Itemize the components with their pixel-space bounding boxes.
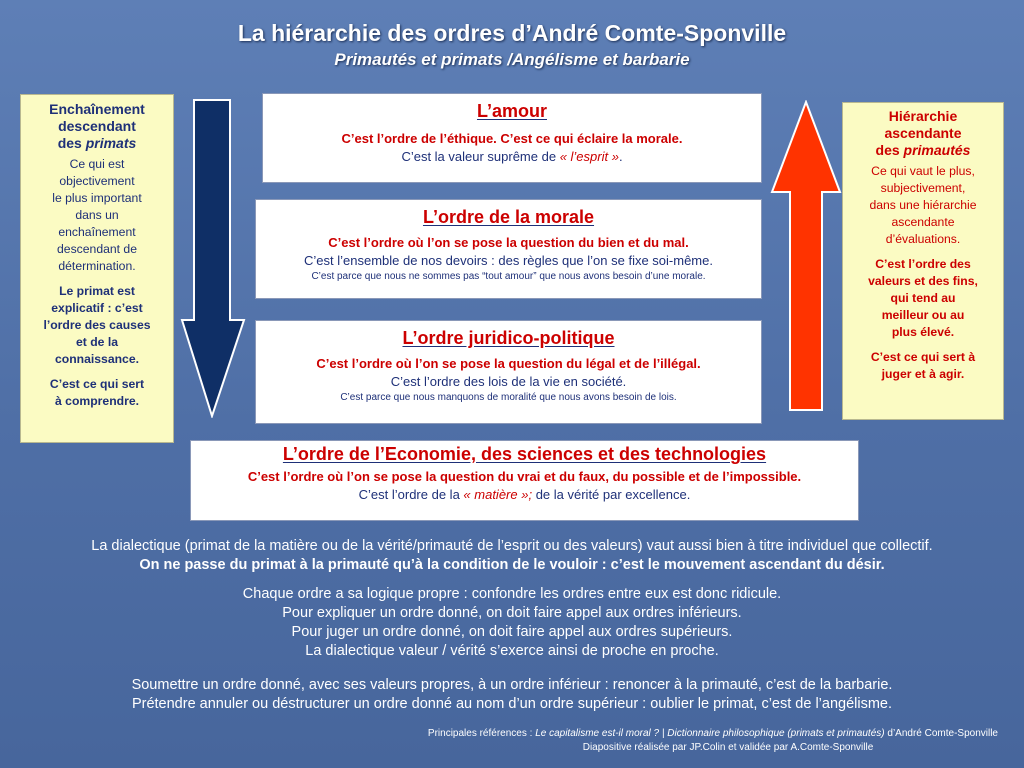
order-normal-text: C’est l’ordre des lois de la vie en société. — [390, 374, 627, 389]
order-heading: L’amour — [476, 101, 547, 121]
right-panel-heading: Hiérarchie ascendante des primautés — [875, 108, 971, 158]
order-small-text: C’est parce que nous manquons de moralité que nous avons besoin de lois. — [340, 392, 677, 403]
order-normal-text: C’est l’ensemble de nos devoirs : des règles que l’on se fixe soi-même. — [304, 253, 713, 268]
order-box-morale — [255, 199, 762, 299]
dialectic-paragraph: La dialectique (primat de la matière ou de la vérité/primauté de l’esprit ou des valeurs) vaut aussi bien à titre individuel que collectif. On ne passe du primat à la primauté qu’à la condition de le vouloir : c’est le mouvement ascendant du désir. — [91, 538, 933, 573]
page-subtitle: Primautés et primats /Angélisme et barbarie — [334, 50, 690, 69]
left-panel-heading: Enchaînement descendant des primats — [49, 101, 145, 151]
order-small-text: C’est parce que nous ne sommes pas “tout amour” que nous avons besoin d’une morale. — [311, 271, 706, 282]
barbarism-angelism-paragraph: Soumettre un ordre donné, avec ses valeurs propres, à un ordre inférieur : renoncer à la primauté, c’est de la barbarie. Prétendre annuler ou déstructurer un ordre donné au nom d’un ordre supérieur : oublier le primat, c’est de l’angélisme. — [131, 677, 893, 712]
down-arrow-icon — [180, 98, 246, 418]
left-panel-descending-primats — [20, 94, 174, 443]
order-box-economie — [190, 440, 859, 521]
order-normal-text: C’est la valeur suprême de « l’esprit ». — [401, 149, 623, 164]
order-bold-text: C’est l’ordre où l’on se pose la question du vrai et du faux, du possible et de l’impossible. — [247, 469, 802, 484]
left-panel-purpose: C’est ce qui sert à comprendre. — [49, 377, 145, 408]
references: Principales références : Le capitalisme est-il moral ? | Dictionnaire philosophique (primats et primautés) d’André Comte-Sponville Diapositive réalisée par JP.Colin et validée par A.Comte-Sponville — [427, 728, 998, 753]
order-box-amour — [262, 93, 762, 183]
order-bold-text: C’est l’ordre où l’on se pose la question du légal et de l’illégal. — [316, 356, 701, 371]
order-heading: L’ordre de l’Economie, des sciences et des technologies — [282, 444, 767, 464]
right-panel-primaute-definition: C’est l’ordre des valeurs et des fins, qui tend au meilleur ou au plus élevé. — [868, 257, 978, 339]
right-panel-ascending-primautes — [842, 102, 1004, 420]
right-panel-purpose: C’est ce qui sert à juger et à agir. — [870, 350, 976, 381]
order-bold-text: C’est l’ordre de l’éthique. C’est ce qui éclaire la morale. — [341, 131, 683, 146]
left-panel-text: Ce qui est objectivement le plus important dans un enchaînement descendant de détermination. — [52, 157, 142, 273]
order-normal-text: C’est l’ordre de la « matière »; de la vérité par excellence. — [358, 487, 691, 502]
order-heading: L’ordre de la morale — [422, 207, 595, 227]
left-panel-primat-definition: Le primat est explicatif : c’est l’ordre des causes et de la connaissance. — [43, 284, 151, 366]
right-panel-text: Ce qui vaut le plus, subjectivement, dans une hiérarchie ascendante d’évaluations. — [869, 164, 977, 246]
up-arrow-icon — [770, 100, 842, 412]
page-title: La hiérarchie des ordres d’André Comte-Sponville — [237, 20, 787, 46]
order-box-juridico-politique — [255, 320, 762, 424]
order-bold-text: C’est l’ordre où l’on se pose la question du bien et du mal. — [328, 235, 689, 250]
order-logic-paragraph: Chaque ordre a sa logique propre : confondre les ordres entre eux est donc ridicule. Pour expliquer un ordre donné, on doit faire appel aux ordres inférieurs. Pour juger un ordre donné, on doit faire appel aux ordres supérieurs. La dialectique valeur / vérité s’exerce ainsi de proche en proche. — [242, 586, 782, 659]
order-heading: L’ordre juridico-politique — [402, 328, 615, 348]
